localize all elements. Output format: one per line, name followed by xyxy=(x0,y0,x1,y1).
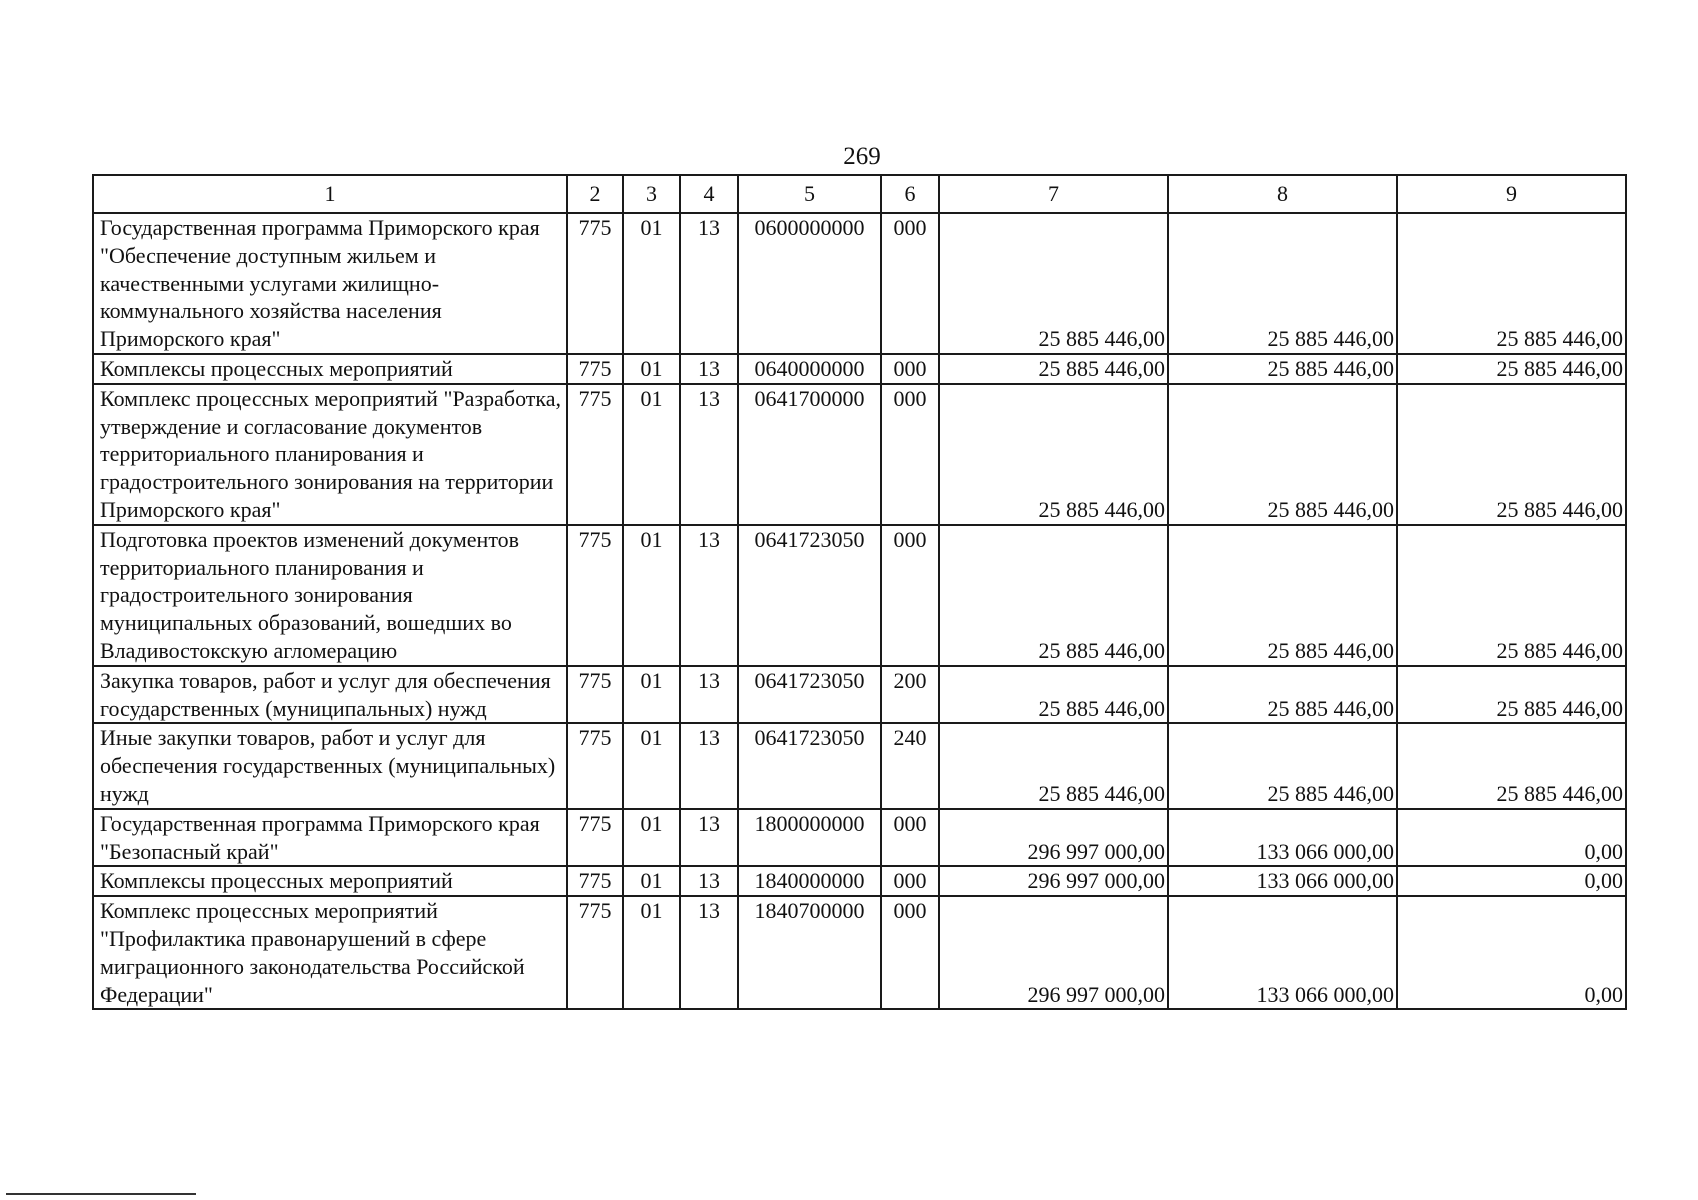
row-code-subsection: 13 xyxy=(680,384,738,525)
table-row xyxy=(93,809,1626,867)
row-code-subsection: 13 xyxy=(680,723,738,808)
row-code-expense-type: 000 xyxy=(881,809,939,867)
row-description: Комплекс процессных мероприятий "Разработка, утверждение и согласование документов территориального планирования и градостроительного зонирования на территории Приморского края" xyxy=(93,384,567,525)
column-header: 9 xyxy=(1397,175,1626,213)
row-amount-col7: 296 997 000,00 xyxy=(939,866,1168,896)
row-code-section: 01 xyxy=(623,666,680,724)
row-code-expense-type: 240 xyxy=(881,723,939,808)
row-code-section: 01 xyxy=(623,866,680,896)
footer-divider xyxy=(6,1193,196,1195)
table-row xyxy=(93,666,1626,724)
row-code-section: 01 xyxy=(623,384,680,525)
row-code-ministry: 775 xyxy=(567,354,623,384)
row-code-subsection: 13 xyxy=(680,525,738,666)
row-description: Комплекс процессных мероприятий "Профилактика правонарушений в сфере миграционного законодательства Российской Федерации" xyxy=(93,896,567,1009)
row-code-subsection: 13 xyxy=(680,213,738,354)
row-amount-col8: 133 066 000,00 xyxy=(1168,896,1397,1009)
budget-table xyxy=(92,174,1627,1010)
row-code-ministry: 775 xyxy=(567,384,623,525)
row-code-ministry: 775 xyxy=(567,809,623,867)
row-code-target: 0600000000 xyxy=(738,213,881,354)
row-code-target: 0641723050 xyxy=(738,666,881,724)
row-code-section: 01 xyxy=(623,354,680,384)
row-code-ministry: 775 xyxy=(567,213,623,354)
row-code-subsection: 13 xyxy=(680,809,738,867)
row-amount-col7: 296 997 000,00 xyxy=(939,809,1168,867)
row-amount-col7: 25 885 446,00 xyxy=(939,525,1168,666)
row-code-target: 0640000000 xyxy=(738,354,881,384)
page-number: 269 xyxy=(843,143,881,170)
row-code-target: 0641723050 xyxy=(738,723,881,808)
row-code-section: 01 xyxy=(623,896,680,1009)
column-header: 6 xyxy=(881,175,939,213)
row-code-section: 01 xyxy=(623,525,680,666)
column-header: 2 xyxy=(567,175,623,213)
row-code-ministry: 775 xyxy=(567,896,623,1009)
column-header: 5 xyxy=(738,175,881,213)
row-amount-col7: 25 885 446,00 xyxy=(939,213,1168,354)
row-code-expense-type: 000 xyxy=(881,525,939,666)
row-description: Государственная программа Приморского края "Безопасный край" xyxy=(93,809,567,867)
row-code-subsection: 13 xyxy=(680,896,738,1009)
row-code-section: 01 xyxy=(623,213,680,354)
row-description: Закупка товаров, работ и услуг для обеспечения государственных (муниципальных) нужд xyxy=(93,666,567,724)
row-code-subsection: 13 xyxy=(680,666,738,724)
row-description: Комплексы процессных мероприятий xyxy=(93,866,567,896)
row-amount-col7: 296 997 000,00 xyxy=(939,896,1168,1009)
row-description: Комплексы процессных мероприятий xyxy=(93,354,567,384)
row-amount-col8: 25 885 446,00 xyxy=(1168,723,1397,808)
row-amount-col9: 25 885 446,00 xyxy=(1397,354,1626,384)
row-description: Иные закупки товаров, работ и услуг для обеспечения государственных (муниципальных) нужд xyxy=(93,723,567,808)
table-row xyxy=(93,723,1626,808)
column-header: 4 xyxy=(680,175,738,213)
row-code-section: 01 xyxy=(623,809,680,867)
row-code-subsection: 13 xyxy=(680,866,738,896)
row-code-target: 1840000000 xyxy=(738,866,881,896)
row-amount-col8: 25 885 446,00 xyxy=(1168,213,1397,354)
row-amount-col9: 25 885 446,00 xyxy=(1397,723,1626,808)
row-amount-col9: 0,00 xyxy=(1397,896,1626,1009)
row-code-ministry: 775 xyxy=(567,723,623,808)
row-amount-col8: 133 066 000,00 xyxy=(1168,809,1397,867)
table-row xyxy=(93,384,1626,525)
row-amount-col9: 25 885 446,00 xyxy=(1397,666,1626,724)
row-code-target: 1840700000 xyxy=(738,896,881,1009)
row-amount-col9: 25 885 446,00 xyxy=(1397,525,1626,666)
row-amount-col8: 25 885 446,00 xyxy=(1168,525,1397,666)
header-row xyxy=(93,175,1626,213)
row-amount-col8: 25 885 446,00 xyxy=(1168,666,1397,724)
row-amount-col7: 25 885 446,00 xyxy=(939,666,1168,724)
row-code-expense-type: 000 xyxy=(881,384,939,525)
row-amount-col9: 25 885 446,00 xyxy=(1397,384,1626,525)
column-header: 1 xyxy=(93,175,567,213)
row-amount-col7: 25 885 446,00 xyxy=(939,384,1168,525)
row-code-section: 01 xyxy=(623,723,680,808)
row-code-expense-type: 200 xyxy=(881,666,939,724)
row-amount-col8: 25 885 446,00 xyxy=(1168,384,1397,525)
row-amount-col7: 25 885 446,00 xyxy=(939,354,1168,384)
row-code-expense-type: 000 xyxy=(881,896,939,1009)
row-code-expense-type: 000 xyxy=(881,213,939,354)
row-amount-col9: 25 885 446,00 xyxy=(1397,213,1626,354)
column-header: 7 xyxy=(939,175,1168,213)
row-amount-col7: 25 885 446,00 xyxy=(939,723,1168,808)
column-header: 8 xyxy=(1168,175,1397,213)
table-row xyxy=(93,354,1626,384)
table-row xyxy=(93,866,1626,896)
row-code-target: 0641723050 xyxy=(738,525,881,666)
table-row xyxy=(93,525,1626,666)
row-code-ministry: 775 xyxy=(567,525,623,666)
column-header: 3 xyxy=(623,175,680,213)
row-code-target: 1800000000 xyxy=(738,809,881,867)
row-amount-col8: 25 885 446,00 xyxy=(1168,354,1397,384)
row-amount-col8: 133 066 000,00 xyxy=(1168,866,1397,896)
row-code-expense-type: 000 xyxy=(881,354,939,384)
row-amount-col9: 0,00 xyxy=(1397,809,1626,867)
row-code-expense-type: 000 xyxy=(881,866,939,896)
row-description: Подготовка проектов изменений документов территориального планирования и градостроительного зонирования муниципальных образований, вошедших во Владивостокскую агломерацию xyxy=(93,525,567,666)
table-row xyxy=(93,896,1626,1009)
row-description: Государственная программа Приморского края "Обеспечение доступным жильем и качественными услугами жилищно-коммунального хозяйства населения Приморского края" xyxy=(93,213,567,354)
row-code-ministry: 775 xyxy=(567,666,623,724)
row-code-subsection: 13 xyxy=(680,354,738,384)
row-amount-col9: 0,00 xyxy=(1397,866,1626,896)
row-code-target: 0641700000 xyxy=(738,384,881,525)
table-row xyxy=(93,213,1626,354)
row-code-ministry: 775 xyxy=(567,866,623,896)
